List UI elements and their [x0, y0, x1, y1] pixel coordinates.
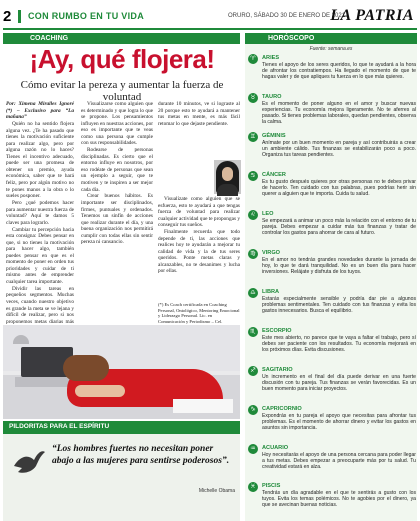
photo-head: [63, 355, 109, 381]
sign-text: En el amor no tendrás grandes novedades durante la jornada de hoy, lo que te dará tranquilidad. No es un buen día para hacer inversiones. Relájate y disfruta de los tuyos.: [262, 257, 416, 276]
sign-sagitario: [248, 365, 416, 405]
portrait-face: [222, 167, 233, 181]
sign-aries: [248, 53, 416, 93]
page-number: 2: [3, 8, 12, 25]
sign-text: Un incremento en el final del día puede derivar en una fuerte discusión con tu pareja. Tus finanzas se verán favorecidas. Es un buen momento para iniciar proyectos.: [262, 374, 416, 393]
photo-papers: [173, 399, 233, 413]
sagittarius-icon: ♐: [248, 366, 258, 376]
sign-capricornio: [248, 404, 416, 444]
article-paragraph: Visualizarse como alguien que es determinado y que logra lo que se propone. Los pensamientos influyen en nuestras acciones, por eso es importante que te veas como una persona que cumple con sus responsabilidades.: [81, 101, 153, 147]
page-header: [0, 0, 420, 28]
scorpio-icon: ♏: [248, 327, 258, 337]
sign-cancer: [248, 170, 416, 210]
leo-icon: ♌: [248, 210, 258, 220]
header-rule: [3, 28, 417, 30]
sign-name: LIBRA: [262, 289, 280, 295]
sign-text: Estarás especialmente sensible y podría dar pie a algunos problemas sentimentales. Ten cuidado con tus finanzas y evita los gastos innecesarios. Busca el equilibrio.: [262, 296, 416, 315]
newspaper-logo: LA PATRIA: [330, 7, 414, 24]
sign-piscis: [248, 481, 416, 521]
article-paragraph: Finalmente recuerda que todo depende de ti, las acciones que realices hoy te ayudarán a mejorar tu calidad de vida y la de tus seres queridos. Ponte metas claras y alcanzables, no te desanimes y lucha por ellas.: [158, 229, 240, 275]
author-note: (*) Es Coach certificada en Coaching Personal, Ontológico, Mentoring Emocional y Liderazgo Personal. Lic. en Comunicación y Periodismo – Cel.: [158, 302, 240, 324]
sign-text: Anímate por un buen momento en pareja y así contribuirás a crear un ambiente cálido. Tus finanzas se estabilizarán poco a poco. Organiza tus tareas pendientes.: [262, 140, 416, 159]
virgo-icon: ♍: [248, 249, 258, 259]
photo-lamp: [13, 335, 29, 344]
dove-icon: [12, 446, 46, 480]
article-paragraph: Rodearse de personas disciplinadas. Es cierto que el entorno influye en nosotros, por eso rodéate de personas que sean un ejemplo a seguir, que te motiven y te inspiren a ser mejor cada día.: [81, 147, 153, 193]
capricorn-icon: ♑: [248, 405, 258, 415]
photo-arm: [75, 385, 125, 397]
sign-leo: [248, 209, 416, 249]
coaching-section-tag: COACHING: [3, 33, 240, 44]
pildoritas-section-tag: PILDORITAS PARA EL ESPÍRITU: [3, 421, 240, 432]
sign-name: SAGITARIO: [262, 367, 293, 373]
article-byline: Por: Ximena Miralles Ignoré (*) – Exclusivo para “La mañana”: [6, 101, 74, 121]
sign-name: CÁNCER: [262, 172, 286, 178]
horoscope-source: Fuente: semana.es: [309, 46, 353, 52]
dateline: ORURO, SÁBADO 30 DE ENERO DE 2021: [228, 13, 346, 19]
sign-text: Tendrás un día agradable en el que te sentirás a gusto con los tuyos. Evita los temas polémicos. No te agobies por el dinero, ya que se avecinan buenas noticias.: [262, 490, 416, 509]
libra-icon: ♎: [248, 288, 258, 298]
author-portrait: [214, 160, 241, 194]
aquarius-icon: ♒: [248, 444, 258, 454]
sign-name: ARIES: [262, 55, 280, 61]
sign-text: Es el momento de poner alguno en el amor y buscar nuevas experiencias. Tu economía mejora ligeramente. No te aferres al pasado. Si tienes problemas laborales, quedan pendientes, observa la calma.: [262, 101, 416, 126]
article-column-3-top: [158, 101, 240, 159]
page-number-bar: [18, 10, 21, 23]
article-paragraph: Visualízate como alguien que se esfuerza, esto te ayudará a que tengas fuerza de voluntad para realizar cualquier actividad que te propongas y conseguir tus sueños.: [158, 196, 240, 229]
sign-text: Tienes el apoyo de los seres queridos, lo que te ayudará a la hora de afrontar los contratiempos. Ha llegado el momento de que te hagas valer y de que apliques tu fuerza en lo que más quieres.: [262, 62, 416, 81]
article-paragraph: Pero ¿qué podemos hacer para aumentar nuestra fuerza de voluntad? Aquí te damos 5 claves para lograrlo.: [6, 199, 74, 226]
article-subhead: Cómo evitar la pereza y aumentar la fuerza de voluntad: [20, 79, 224, 103]
article-column-3-bottom: [158, 196, 240, 298]
sign-name: ACUARIO: [262, 445, 289, 451]
sign-text: Es tu gusto después quieres por otras personas no te debes privar de hacerlo. Ten cuidado con tus palabras, pues podrías herir sin querer a alguien que te importa. Cuida tu salud.: [262, 179, 416, 198]
sign-name: LEO: [262, 211, 274, 217]
sign-geminis: [248, 131, 416, 171]
sign-acuario: [248, 443, 416, 483]
sign-libra: [248, 287, 416, 327]
sign-name: TAURO: [262, 94, 282, 100]
sign-tauro: [248, 92, 416, 132]
article-column-2: [81, 101, 153, 324]
gemini-icon: ♊: [248, 132, 258, 142]
article-paragraph: Quién no ha sentido flojera alguna vez. ¿Te ha pasado que tienes la motivación suficiente para realizar algo, pero por alguna razón no lo haces? Tienes el incentivo adecuado, puede ser una promesa de obtener un premio, ayuda económica, saber que te hará feliz, pero por algún motivo no te pones manos a la obra o lo sueles posponer.: [6, 121, 74, 200]
sign-text: Este mes abierto, no parece que te vaya a faltar el trabajo, pero sí debes ser paciente con los resultados. Tu economía mejorará en los próximos días. Evita discusiones.: [262, 335, 416, 354]
sleeping-at-desk-photo: [3, 325, 240, 419]
article-paragraph: durante 10 minutos, ve si lograste al 20 porque esto te ayudará a mantener tus metas en mente, es más fácil retomar lo que dejaste pendiente.: [158, 101, 240, 127]
sign-text: Hoy necesitarás el apoyo de una persona cercana para poder llegar a tus metas. Debes empezar a preocuparte más por tu salud. Tu creatividad estará en alza.: [262, 452, 416, 471]
article-paragraph: Cambiar tu percepción hacia esta consigna: Debes pensar en que, si no tienes la motivación para hacer algo, también puedes pensar en que es el momento de poner en orden tus prioridades y cuidar de ti mismo antes de emprender cualquier tarea importante.: [6, 226, 74, 285]
sign-name: GÉMINIS: [262, 133, 286, 139]
sign-name: PISCIS: [262, 483, 281, 489]
horoscope-section-tag: HORÓSCOPO: [245, 33, 417, 44]
sign-name: ESCORPIO: [262, 328, 292, 334]
article-paragraph: Dividir las tareas en pequeños segmentos. Muchas veces, cuando nuestro objetivo es grande la meta se ve lejana y difícil de realizar, pero si nos proponemos metas diarias más: [6, 285, 74, 325]
sign-name: CAPRICORNIO: [262, 406, 302, 412]
cancer-icon: ♋: [248, 171, 258, 181]
article-headline: ¡Ay, qué flojera!: [29, 44, 215, 74]
pildoritas-quote: “Los hombres fuertes no necesitan poner abajo a las mujeres para sentirse poderosos”.: [52, 444, 230, 466]
sign-text: Se empezará a animar un poco más la relación con el entorno de tu pareja. Debes empezar a cuidar más tus finanzas y tratar de controlar los gastos para ahorrar de cara al futuro.: [262, 218, 416, 237]
sign-text: Expondrás en tu pareja el apoyo que necesitas para afrontar tus problemas. Es el momento de ahorrar dinero y evitar los gastos en asuntos sin importancia.: [262, 413, 416, 432]
taurus-icon: ♉: [248, 93, 258, 103]
article-paragraph: Crear buenos hábitos. Es importante ser disciplinados, firmes, puntuales y ordenados. Tenemos un sinfín de acciones que realizar durante el día, y una buena organización nos permitirá cumplir con todas ellas sin sentir pereza ni cansancio.: [81, 193, 153, 246]
article-column-1: [6, 101, 74, 324]
section-title: CON RUMBO EN TU VIDA: [28, 11, 144, 21]
pisces-icon: ♓: [248, 482, 258, 492]
sign-escorpio: [248, 326, 416, 366]
sign-name: VIRGO: [262, 250, 281, 256]
portrait-body: [217, 184, 238, 196]
aries-icon: ♈: [248, 54, 258, 64]
quote-author: Michelle Obama: [198, 488, 235, 494]
sign-virgo: [248, 248, 416, 288]
